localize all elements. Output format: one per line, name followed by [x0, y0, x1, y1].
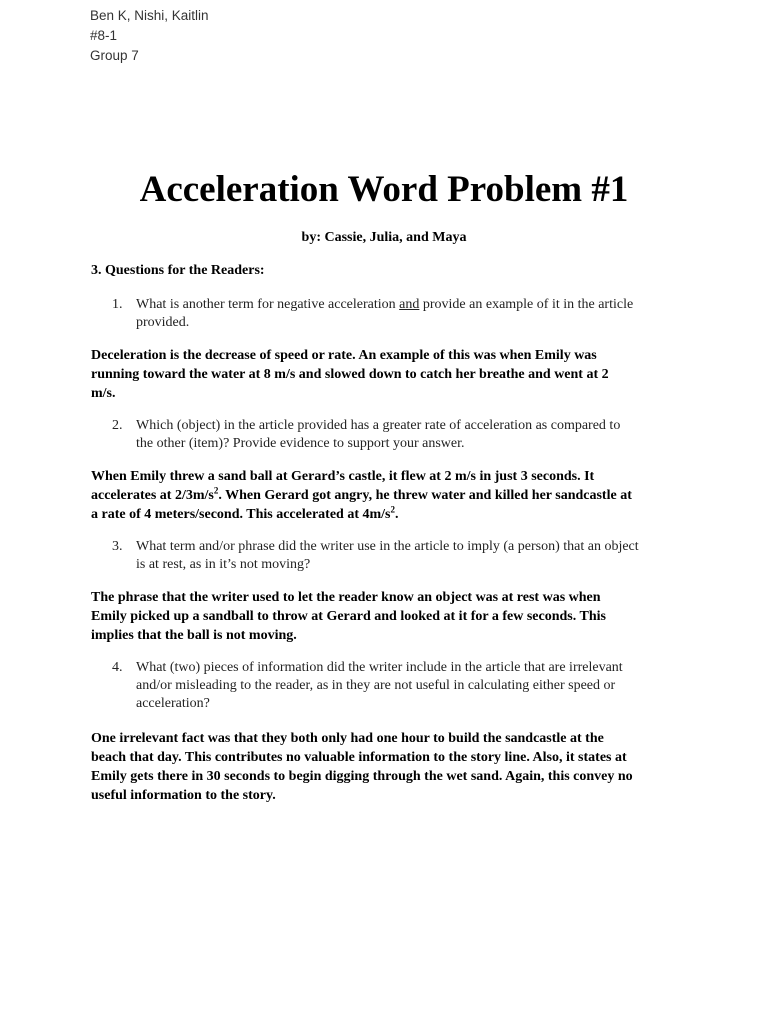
question-2 [136, 417, 686, 453]
question-4-line-2: and/or misleading to the reader, as in they are not useful in calculating either speed or [136, 678, 616, 693]
answer-text: a rate of 4 meters/second. This accelerated at 4m/s [91, 507, 391, 522]
answer-2 [91, 467, 683, 524]
question-number: 1. [112, 297, 123, 312]
question-number: 2. [112, 418, 123, 433]
answer-1 [91, 346, 683, 403]
answer-line: running toward the water at 8 m/s and slowed down to catch her breathe and went at 2 [91, 367, 609, 382]
header-group: Group 7 [90, 48, 139, 63]
header-names: Ben K, Nishi, Kaitlin [90, 8, 209, 23]
question-1-line-2: provided. [136, 315, 190, 330]
question-4 [136, 659, 686, 713]
question-text: provide an example of it in the article [419, 297, 634, 312]
question-3-line-1: What term and/or phrase did the writer use in the article to imply (a person) that an object [136, 539, 639, 554]
underlined-word: and [399, 297, 420, 312]
answer-line: Emily gets there in 30 seconds to begin digging through the wet sand. Again, this convey no [91, 769, 633, 784]
answer-line: useful information to the story. [91, 788, 276, 803]
question-1 [136, 296, 686, 332]
question-2-line-2: the other (item)? Provide evidence to support your answer. [136, 436, 465, 451]
answer-line: m/s. [91, 386, 116, 401]
section-heading: 3. Questions for the Readers: [91, 263, 265, 278]
question-2-line-1: Which (object) in the article provided has a greater rate of acceleration as compared to [136, 418, 621, 433]
answer-line: Deceleration is the decrease of speed or rate. An example of this was when Emily was [91, 348, 597, 363]
answer-line: When Emily threw a sand ball at Gerard’s castle, it flew at 2 m/s in just 3 seconds. It [91, 469, 595, 484]
answer-4 [91, 729, 683, 805]
question-text: What is another term for negative acceleration [136, 297, 400, 312]
question-number: 4. [112, 660, 123, 675]
answer-line: beach that day. This contributes no valuable information to the story line. Also, it states at [91, 750, 627, 765]
superscript: 2 [390, 504, 395, 515]
answer-line: implies that the ball is not moving. [91, 628, 297, 643]
question-4-line-1: What (two) pieces of information did the writer include in the article that are irrelevant [136, 660, 623, 675]
question-number: 3. [112, 539, 123, 554]
byline: by: Cassie, Julia, and Maya [301, 230, 467, 245]
document-title: Acceleration Word Problem #1 [139, 169, 629, 210]
question-1-line-1 [136, 296, 686, 314]
superscript: 2 [213, 485, 219, 496]
header-block [90, 6, 209, 66]
answer-line: One irrelevant fact was that they both only had one hour to build the sandcastle at the [91, 731, 604, 746]
answer-3 [91, 588, 683, 645]
answer-text: accelerates at 2/3m/s [91, 488, 214, 503]
answer-line: Emily picked up a sandball to throw at Gerard and looked at it for a few seconds. This [91, 609, 606, 624]
answer-line [91, 486, 683, 505]
answer-text: . [395, 507, 399, 522]
question-3-line-2: is at rest, as in it’s not moving? [136, 557, 311, 572]
header-number: #8-1 [90, 28, 118, 43]
question-4-line-3: acceleration? [136, 696, 210, 711]
question-3 [136, 538, 686, 574]
answer-line: The phrase that the writer used to let the reader know an object was at rest was when [91, 590, 601, 605]
answer-text: . When Gerard got angry, he threw water and killed her sandcastle at [218, 488, 632, 503]
answer-line [91, 505, 683, 524]
